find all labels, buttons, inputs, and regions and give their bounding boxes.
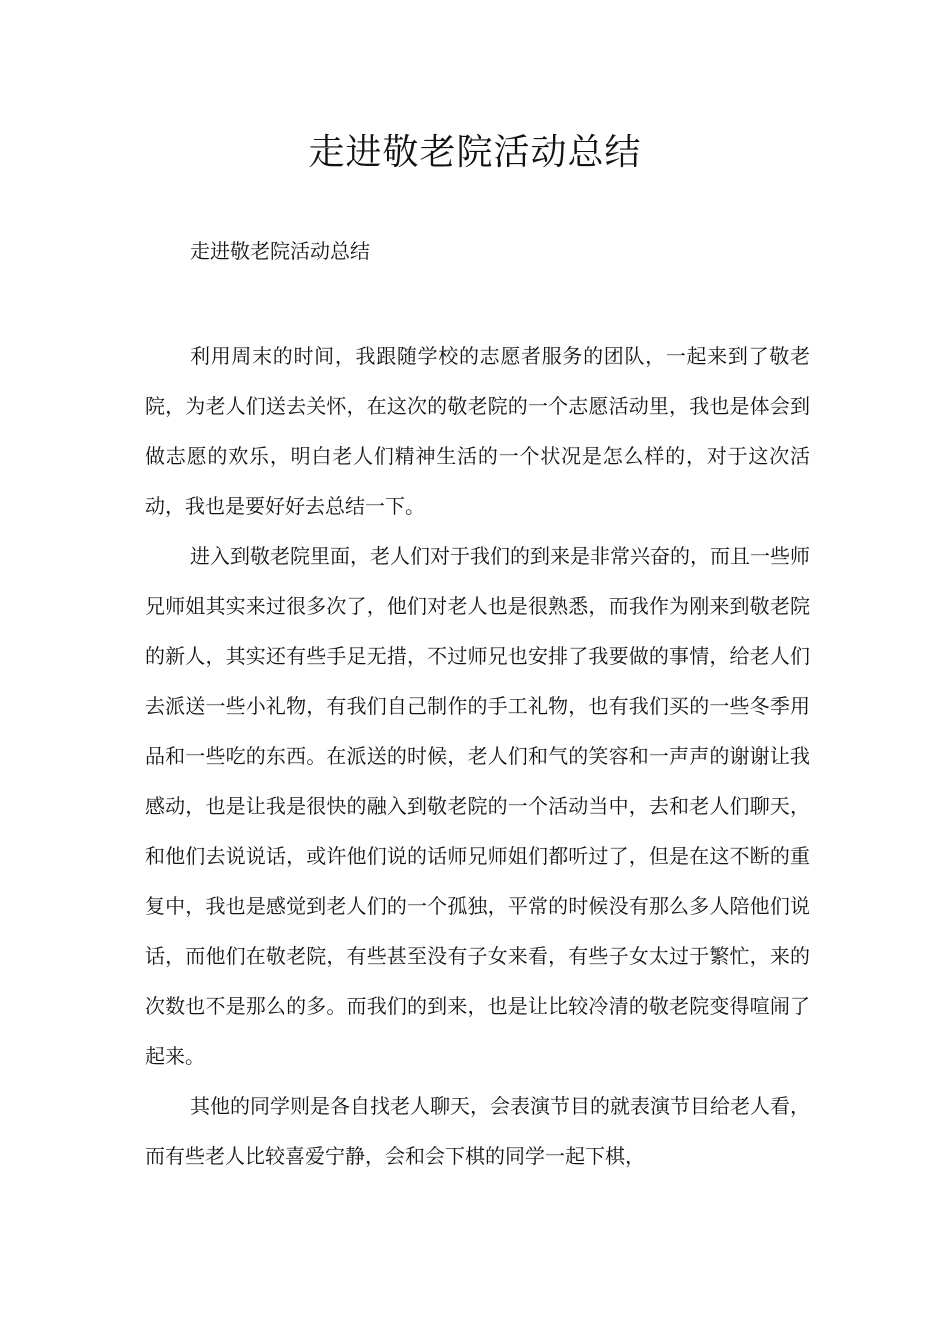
paragraph-2: 进入到敬老院里面，老人们对于我们的到来是非常兴奋的，而且一些师兄师姐其实来过很多次了，他们对老人也是很熟悉，而我作为刚来到敬老院的新人，其实还有些手足无措，不过师兄也安排了我要做的事情，给老人们去派送一些小礼物，有我们自己制作的手工礼物，也有我们买的一些冬季用品和一些吃的东西。在派送的时候，老人们和气的笑容和一声声的谢谢让我感动，也是让我是很快的融入到敬老院的一个活动当中，去和老人们聊天，和他们去说说话，或许他们说的话师兄师姐们都听过了，但是在这不断的重复中，我也是感觉到老人们的一个孤独，平常的时候没有那么多人陪他们说话，而他们在敬老院，有些甚至没有子女来看，有些子女太过于繁忙，来的次数也不是那么的多。而我们的到来，也是让比较冷清的敬老院变得喧闹了起来。 (145, 544, 810, 1068)
document-subtitle: 走进敬老院活动总结 (190, 239, 370, 263)
paragraph-3: 其他的同学则是各自找老人聊天，会表演节目的就表演节目给老人看，而有些老人比较喜爱宁静，会和会下棋的同学一起下棋， (145, 1094, 810, 1168)
document-body (145, 331, 810, 1181)
paragraph-1: 利用周末的时间，我跟随学校的志愿者服务的团队，一起来到了敬老院，为老人们送去关怀，在这次的敬老院的一个志愿活动里，我也是体会到做志愿的欢乐，明白老人们精神生活的一个状况是怎么样的，对于这次活动，我也是要好好去总结一下。 (145, 344, 810, 518)
document-title: 走进敬老院活动总结 (308, 132, 642, 173)
